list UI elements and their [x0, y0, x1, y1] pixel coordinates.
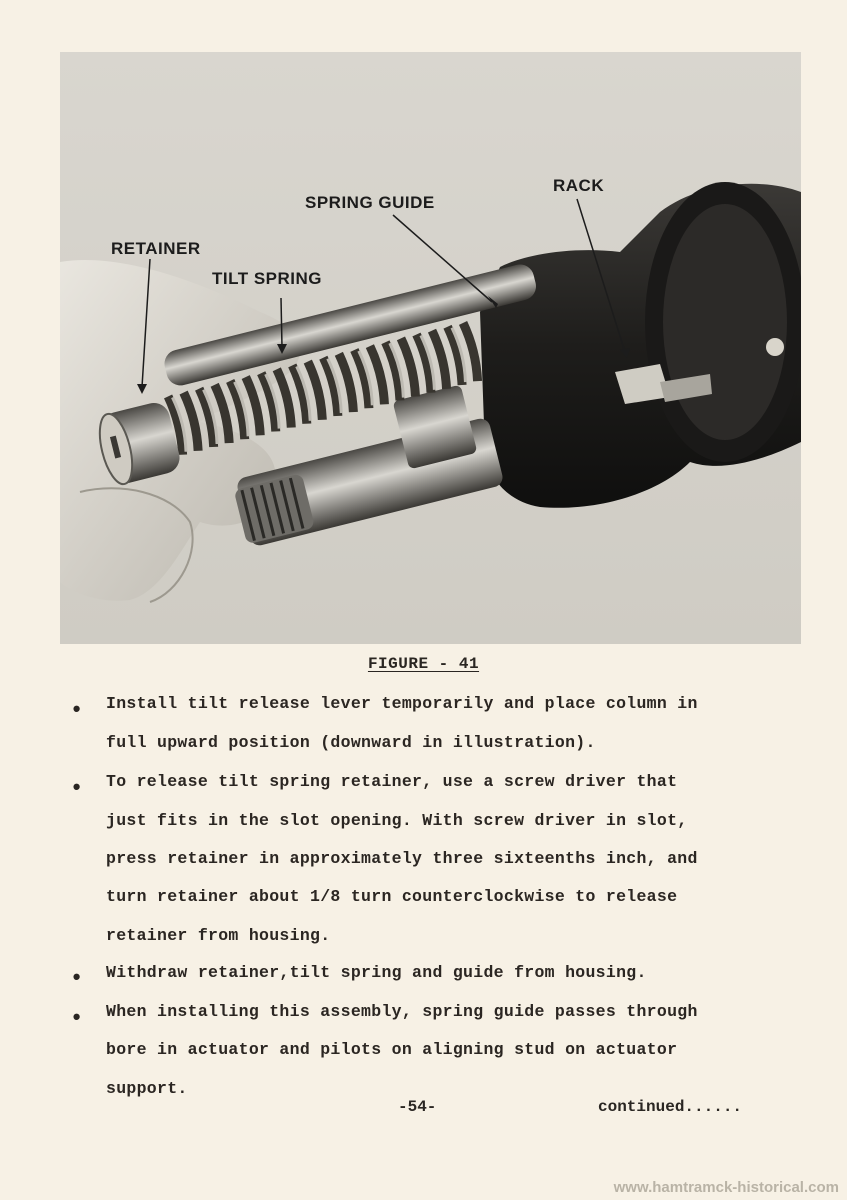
bullet-marker: •	[70, 698, 84, 723]
step-1-line-2: full upward position (downward in illustration).	[106, 733, 596, 752]
bullet-marker: •	[70, 776, 84, 801]
step-2-line-2: just fits in the slot opening. With screw driver in slot,	[106, 811, 688, 830]
callout-spring-guide: SPRING GUIDE	[305, 193, 435, 212]
step-3-line-1: Withdraw retainer,tilt spring and guide from housing.	[106, 963, 647, 982]
continued-label: continued......	[598, 1098, 743, 1116]
steering-column-illustration	[60, 52, 801, 644]
step-2-line-3: press retainer in approximately three sixteenths inch, and	[106, 849, 698, 868]
step-2-line-1: To release tilt spring retainer, use a screw driver that	[106, 772, 678, 791]
figure-caption	[0, 655, 847, 673]
figure-photo	[60, 52, 801, 644]
figure-caption-text: FIGURE - 41	[367, 655, 480, 673]
bullet-marker: •	[70, 966, 84, 991]
page-number: -54-	[398, 1098, 437, 1116]
callout-tilt-spring: TILT SPRING	[212, 269, 323, 288]
callout-rack: RACK	[553, 176, 605, 195]
step-2-line-5: retainer from housing.	[106, 926, 331, 945]
step-2-line-4: turn retainer about 1/8 turn counterclockwise to release	[106, 887, 678, 906]
watermark-url: www.hamtramck-historical.com	[613, 1179, 839, 1196]
step-4-line-2: bore in actuator and pilots on aligning stud on actuator	[106, 1040, 678, 1059]
callout-retainer: RETAINER	[111, 239, 201, 258]
step-4-line-3: support.	[106, 1079, 188, 1098]
step-4-line-1: When installing this assembly, spring guide passes through	[106, 1002, 698, 1021]
step-1-line-1: Install tilt release lever temporarily and place column in	[106, 694, 698, 713]
bullet-marker: •	[70, 1006, 84, 1031]
